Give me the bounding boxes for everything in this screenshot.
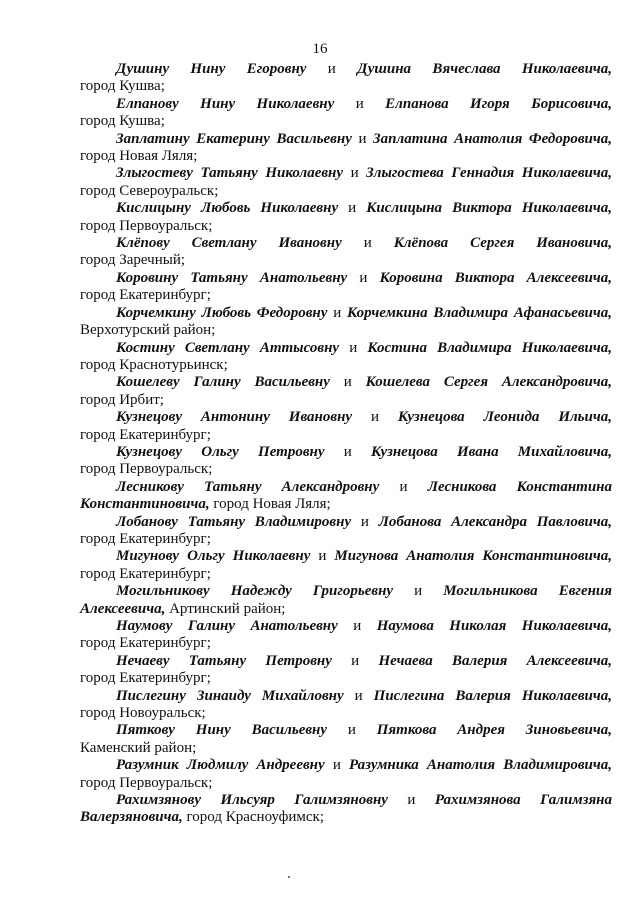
place: город Заречный; (80, 252, 186, 269)
wife-name: Душину Нину Егоровну (116, 61, 307, 77)
list-item (80, 340, 612, 375)
husband-name: Кислицына Виктора Николаевича, (366, 200, 612, 217)
conjunction: и (343, 374, 352, 391)
wife-name: Костину Светлану Аттысовну (116, 339, 340, 356)
wife-name: Кузнецову Антонину Ивановну (116, 409, 353, 426)
conjunction: и (370, 409, 379, 426)
place: город Первоуральск; (80, 217, 213, 234)
list-item (80, 305, 612, 340)
document-body (80, 61, 612, 827)
place: город Екатеринбург; (80, 287, 211, 304)
husband-name: Душина Вячеслава Николаевича, (357, 61, 612, 77)
husband-name: Кузнецова Ивана Михайловича, (371, 443, 612, 460)
wife-name: Клёпову Светлану Ивановну (116, 235, 342, 252)
husband-name: Рахимзянова Галимзяна (434, 792, 612, 809)
wife-name: Кузнецову Ольгу Петровну (116, 443, 325, 460)
husband-name: Коровина Виктора Алексеевича, (379, 269, 612, 286)
wife-name: Заплатину Екатерину Васильевну (116, 130, 352, 147)
wife-name: Нечаеву Татьяну Петровну (116, 652, 332, 669)
entry-second-line (80, 809, 612, 826)
entry-second-line (80, 392, 612, 409)
list-item (80, 514, 612, 549)
place: город Екатеринбург; (80, 565, 211, 582)
husband-name: Кошелева Сергея Александровича, (365, 374, 612, 391)
conjunction: и (358, 130, 367, 147)
list-item (80, 444, 612, 479)
husband-name: Лесникова Константина (427, 478, 612, 495)
list-item (80, 270, 612, 305)
list-item (80, 200, 612, 235)
place: город Кушва; (80, 113, 165, 130)
entry-first-line (80, 200, 612, 217)
conjunction: и (399, 478, 408, 495)
entry-second-line (80, 566, 612, 583)
wife-name: Коровину Татьяну Анатольевну (116, 269, 348, 286)
entry-second-line (80, 148, 612, 165)
entry-first-line (80, 583, 612, 600)
husband-name: Пяткова Андрея Зиновьевича, (376, 722, 612, 739)
entry-first-line (80, 688, 612, 705)
list-item (80, 61, 612, 96)
entry-first-line (80, 235, 612, 252)
wife-name: Лобанову Татьяну Владимировну (116, 513, 352, 530)
husband-name: Злыгостева Геннадия Николаевича, (366, 165, 612, 182)
place: Каменский район; (80, 739, 197, 756)
entry-first-line (80, 305, 612, 322)
place: город Екатеринбург; (80, 635, 211, 652)
place: город Североуральск; (80, 182, 219, 199)
place: Артинский район; (169, 600, 286, 617)
conjunction: и (353, 618, 362, 634)
husband-name: Клёпова Сергея Ивановича, (393, 235, 612, 252)
wife-name: Пислегину Зинаиду Михайловну (116, 687, 344, 704)
conjunction: и (347, 722, 356, 739)
husband-name: Наумова Николая Николаевича, (376, 618, 612, 634)
husband-name: Пислегина Валерия Николаевича, (373, 687, 612, 704)
entry-second-line (80, 496, 612, 513)
list-item (80, 792, 612, 827)
conjunction: и (414, 583, 423, 600)
list-item (80, 653, 612, 688)
entry-first-line (80, 96, 612, 113)
husband-name-continued: Валерзяновича, (80, 809, 183, 826)
list-item (80, 618, 612, 653)
list-item (80, 96, 612, 131)
wife-name: Пяткову Нину Васильевну (116, 722, 328, 739)
place: Верхотурский район; (80, 322, 216, 339)
entry-second-line (80, 287, 612, 304)
list-item (80, 131, 612, 166)
entry-first-line (80, 653, 612, 670)
place: город Первоуральск; (80, 774, 213, 791)
list-item (80, 583, 612, 618)
conjunction: и (318, 548, 327, 565)
place: город Новая Ляля; (80, 148, 198, 165)
entry-first-line (80, 165, 612, 182)
husband-name: Корчемкина Владимира Афанасьевича, (347, 304, 612, 321)
place: город Первоуральск; (80, 461, 213, 478)
entry-second-line (80, 427, 612, 444)
wife-name: Корчемкину Любовь Федоровну (116, 304, 328, 321)
conjunction: и (360, 513, 369, 530)
place: город Красноуфимск; (186, 809, 324, 826)
husband-name-continued: Константиновича, (80, 496, 210, 513)
list-item (80, 479, 612, 514)
conjunction: и (343, 443, 352, 460)
entry-first-line (80, 131, 612, 148)
conjunction: и (350, 165, 359, 182)
entry-first-line (80, 479, 612, 496)
conjunction: и (354, 687, 363, 704)
conjunction: и (351, 652, 360, 669)
entry-second-line (80, 531, 612, 548)
entry-first-line (80, 722, 612, 739)
entry-second-line (80, 322, 612, 339)
list-item (80, 374, 612, 409)
husband-name: Заплатина Анатолия Федоровича, (373, 130, 612, 147)
list-item (80, 722, 612, 757)
wife-name: Злыгостеву Татьяну Николаевну (116, 165, 344, 182)
husband-name: Разумника Анатолия Владимировича, (348, 757, 612, 774)
place: город Кушва; (80, 78, 165, 95)
entry-second-line (80, 635, 612, 652)
list-item (80, 757, 612, 792)
husband-name: Кузнецова Леонида Ильича, (397, 409, 612, 426)
entry-second-line (80, 183, 612, 200)
husband-name: Лобанова Александра Павловича, (378, 513, 612, 530)
conjunction: и (333, 304, 342, 321)
list-item (80, 165, 612, 200)
conjunction: и (348, 200, 357, 217)
entry-first-line (80, 374, 612, 391)
entry-second-line (80, 357, 612, 374)
entry-first-line (80, 409, 612, 426)
place: город Ирбит; (80, 391, 164, 408)
entry-second-line (80, 740, 612, 757)
husband-name: Мигунова Анатолия Константиновича, (334, 548, 612, 565)
list-item (80, 235, 612, 270)
husband-name: Костина Владимира Николаевича, (367, 339, 612, 356)
conjunction: и (349, 339, 358, 356)
wife-name: Могильникову Надежду Григорьевну (116, 583, 394, 600)
page-number: 16 (312, 41, 328, 57)
scan-dot (288, 876, 290, 878)
wife-name: Рахимзянову Ильсуяр Галимзяновну (116, 792, 388, 809)
list-item (80, 688, 612, 723)
entry-first-line (80, 757, 612, 774)
entry-second-line (80, 670, 612, 687)
place: город Екатеринбург; (80, 530, 211, 547)
wife-name: Кошелеву Галину Васильевну (116, 374, 330, 391)
wife-name: Кислицыну Любовь Николаевну (116, 200, 339, 217)
wife-name: Лесникову Татьяну Александровну (116, 478, 380, 495)
entry-first-line (80, 792, 612, 809)
wife-name: Елпанову Нину Николаевну (116, 95, 335, 112)
wife-name: Наумову Галину Анатольевну (116, 618, 338, 634)
list-item (80, 548, 612, 583)
entry-second-line (80, 113, 612, 130)
entry-second-line (80, 252, 612, 269)
wife-name: Разумник Людмилу Андреевну (116, 757, 325, 774)
entry-first-line (80, 514, 612, 531)
husband-name: Елпанова Игоря Борисовича, (385, 95, 612, 112)
place: город Краснотурьинск; (80, 356, 228, 373)
entry-first-line (80, 444, 612, 461)
place: город Екатеринбург; (80, 670, 211, 687)
husband-name: Нечаева Валерия Алексеевича, (378, 652, 612, 669)
conjunction: и (332, 757, 341, 774)
place: город Екатеринбург; (80, 426, 211, 443)
entry-second-line (80, 78, 612, 95)
place: город Новоуральск; (80, 705, 206, 722)
entry-first-line (80, 548, 612, 565)
entry-second-line (80, 705, 612, 722)
entry-second-line (80, 775, 612, 792)
conjunction: и (359, 269, 368, 286)
wife-name: Мигунову Ольгу Николаевну (116, 548, 311, 565)
place: город Новая Ляля; (213, 496, 331, 513)
entry-second-line (80, 461, 612, 478)
list-item (80, 409, 612, 444)
conjunction: и (407, 792, 416, 809)
entry-first-line (80, 618, 612, 635)
conjunction: и (363, 235, 372, 252)
entry-first-line (80, 270, 612, 287)
husband-name-continued: Алексеевича, (80, 600, 166, 617)
entry-first-line (80, 61, 612, 78)
entry-first-line (80, 340, 612, 357)
conjunction: и (355, 95, 364, 112)
conjunction: и (327, 61, 336, 77)
entry-second-line (80, 218, 612, 235)
entry-second-line (80, 601, 612, 618)
husband-name: Могильникова Евгения (443, 583, 612, 600)
